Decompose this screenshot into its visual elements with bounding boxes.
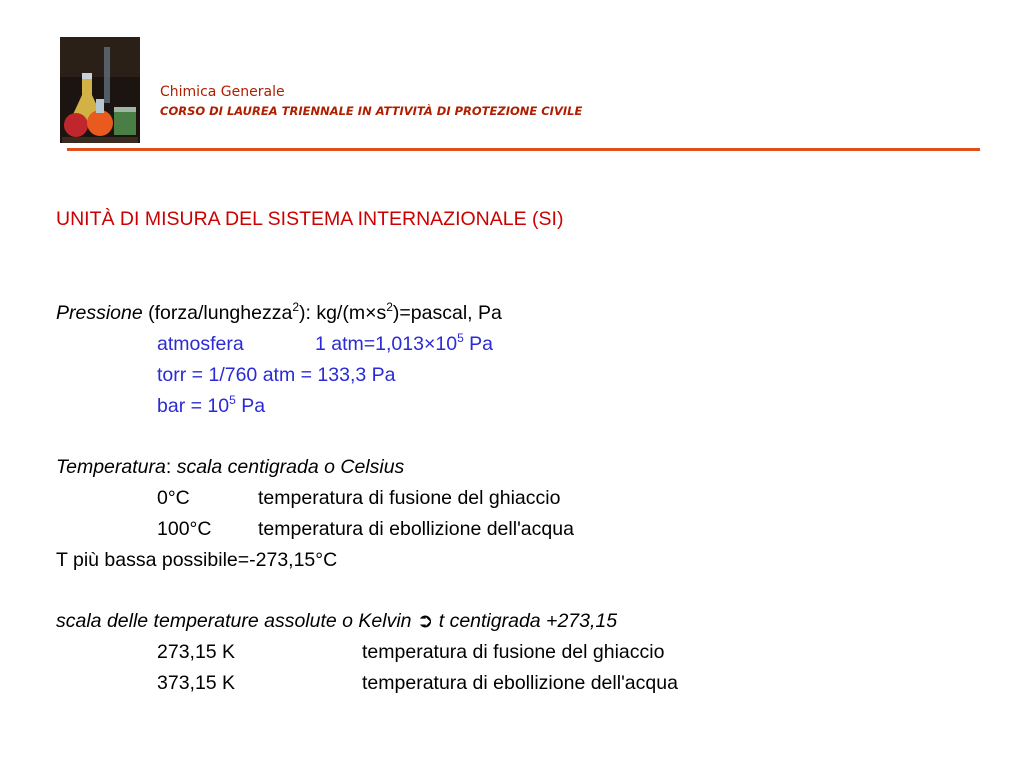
kelvin-row-1-desc: temperatura di fusione del ghiaccio (362, 641, 665, 663)
kelvin-scale-line (56, 610, 617, 632)
temperature-definition (56, 456, 404, 478)
chemistry-glassware-icon (60, 37, 140, 143)
kelvin-row-2-desc: temperatura di ebollizione dell'acqua (362, 672, 678, 694)
bar-part: bar = 10 (157, 395, 230, 417)
atm-value-part: Pa (463, 333, 494, 355)
celsius-row-1-desc: temperatura di fusione del ghiaccio (258, 487, 561, 509)
celsius-row-2-value: 100°C (157, 518, 212, 540)
celsius-scale: scala centigrada o Celsius (176, 456, 405, 478)
pressure-def-part: ): kg/(m (299, 302, 366, 324)
temperature-term: Temperatura (56, 456, 166, 478)
atmosphere-value (315, 330, 494, 355)
kelvin-formula: t centigrada +273,15 (438, 610, 618, 632)
kelvin-row-2-value: 373,15 K (157, 672, 236, 694)
atmosphere-line (157, 333, 244, 355)
colon: : (165, 456, 177, 478)
kelvin-row-1-value: 273,15 K (157, 641, 236, 663)
celsius-row-2-desc: temperatura di ebollizione dell'acqua (258, 518, 574, 540)
times-symbol: × (365, 302, 377, 324)
pressure-definition (56, 299, 502, 324)
bar-exponent: 5 (229, 392, 236, 407)
header-divider (67, 148, 980, 151)
kelvin-intro: scala delle temperature assolute o Kelvin (56, 610, 412, 632)
bar-line (157, 392, 266, 417)
pressure-exponent: 2 (386, 299, 393, 314)
page-title: UNITÀ DI MISURA DEL SISTEMA INTERNAZIONALE (SI) (56, 208, 564, 230)
atm-exponent: 5 (457, 330, 464, 345)
pressure-exponent: 2 (292, 299, 299, 314)
course-subtitle: CORSO DI LAUREA TRIENNALE IN ATTIVITÀ DI PROTEZIONE CIVILE (160, 104, 583, 118)
pressure-def-part: )=pascal, Pa (392, 302, 502, 324)
pressure-def-part: (forza/lunghezza (142, 302, 293, 324)
atmosphere-label: atmosfera (157, 333, 244, 355)
arrow-right-icon: ➲ (416, 610, 434, 632)
pressure-def-part: s (376, 302, 387, 324)
torr-line: torr = 1/760 atm = 133,3 Pa (157, 364, 396, 386)
atm-value-part: 10 (435, 333, 458, 355)
lowest-temperature: T più bassa possibile=-273,15°C (56, 549, 338, 571)
bar-part: Pa (235, 395, 266, 417)
atm-value-part: 1 atm=1,013 (315, 333, 424, 355)
celsius-row-1-value: 0°C (157, 487, 190, 509)
times-symbol: × (423, 333, 436, 355)
pressure-term: Pressione (56, 302, 143, 324)
course-title: Chimica Generale (160, 84, 285, 100)
